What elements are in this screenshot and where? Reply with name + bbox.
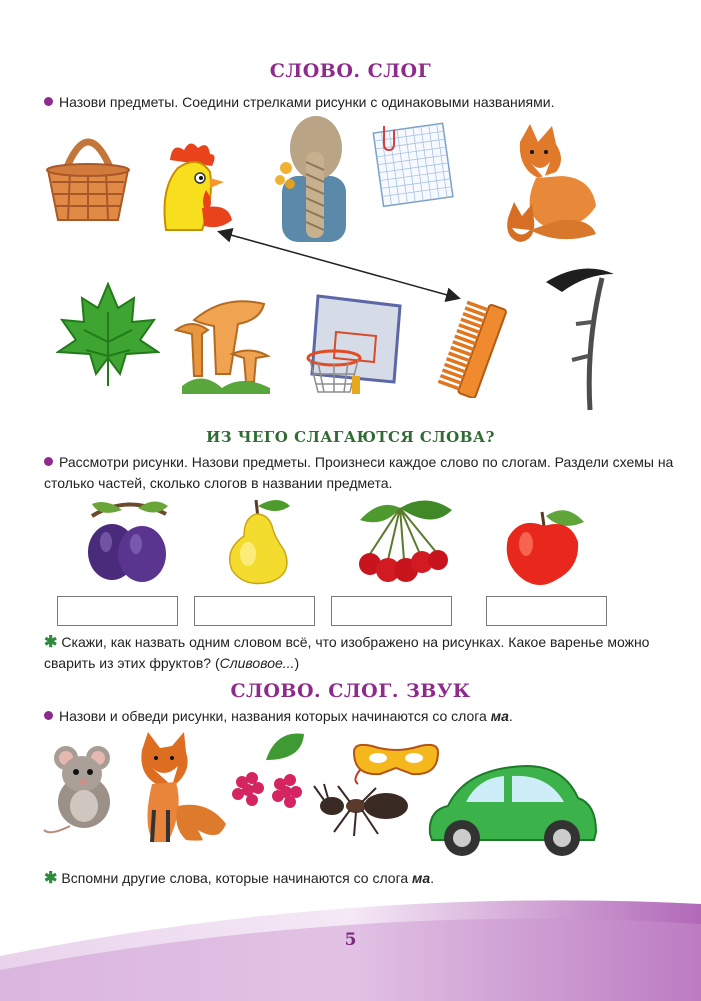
maple-leaf-picture[interactable] xyxy=(56,282,160,386)
graph-paper-picture[interactable] xyxy=(370,122,455,207)
apple-picture[interactable] xyxy=(500,498,588,588)
fox-picture[interactable] xyxy=(128,730,228,846)
bullet-icon xyxy=(44,711,53,720)
section2-note xyxy=(44,632,674,674)
scythe-picture[interactable] xyxy=(542,264,618,412)
section2-title: ИЗ ЧЕГО СЛАГАЮТСЯ СЛОВА? xyxy=(206,428,495,446)
foxes-picture[interactable] xyxy=(500,122,605,248)
section1-task-text: Назови предметы. Соедини стрелками рисунки с одинаковыми названиями. xyxy=(59,94,555,110)
bullet-icon xyxy=(44,97,53,106)
bullet-icon xyxy=(44,457,53,466)
syllable-scheme-box-pear[interactable] xyxy=(194,596,315,626)
pear-picture[interactable] xyxy=(218,496,296,586)
plums-picture[interactable] xyxy=(82,496,174,588)
section3-note-text: Вспомни другие слова, которые начинаются со слога xyxy=(61,870,413,886)
section3-note-period: . xyxy=(430,870,435,886)
section2-task-text: Рассмотри рисунки. Назови предметы. Произнеси каждое слово по слогам. Раздели схемы на столько частей, сколько слогов в названии предмета. xyxy=(44,454,674,491)
mushrooms-picture[interactable] xyxy=(172,290,278,394)
section3-task-text: Назови и обведи рисунки, названия которых начинаются со слога xyxy=(59,708,491,724)
syllable-ma-note: ма xyxy=(412,870,431,886)
mouse-picture[interactable] xyxy=(40,740,120,840)
page-number: 5 xyxy=(344,930,357,950)
car-picture[interactable] xyxy=(424,758,600,858)
syllable-scheme-box-plum[interactable] xyxy=(57,596,178,626)
star-icon: ✱ xyxy=(44,634,58,651)
section1-title: СЛОВО. СЛОГ xyxy=(269,60,432,82)
syllable-scheme-box-apple[interactable] xyxy=(486,596,607,626)
section3-note xyxy=(44,868,674,889)
section2-note-answer: Сливовое... xyxy=(219,655,295,671)
section3-title: СЛОВО. СЛОГ. ЗВУК xyxy=(230,680,471,702)
section1-task xyxy=(44,92,674,113)
star-icon: ✱ xyxy=(44,870,58,887)
cherries-picture[interactable] xyxy=(340,494,460,588)
raspberries-picture[interactable] xyxy=(222,730,314,812)
section3-task xyxy=(44,706,674,727)
section2-note-close: ) xyxy=(294,655,300,671)
section2-task xyxy=(44,452,674,494)
basketball-hoop-picture[interactable] xyxy=(300,292,406,402)
comb-picture[interactable] xyxy=(432,296,508,398)
syllable-ma: ма xyxy=(490,708,509,724)
syllable-scheme-box-cherry[interactable] xyxy=(331,596,452,626)
basket-picture[interactable] xyxy=(40,122,135,227)
section2-note-text: Скажи, как назвать одним словом всё, что изображено на рисунках. Какое варенье можно сварить из этих фруктов? ( xyxy=(44,634,650,671)
section3-task-period: . xyxy=(508,708,513,724)
ant-picture[interactable] xyxy=(310,782,414,838)
